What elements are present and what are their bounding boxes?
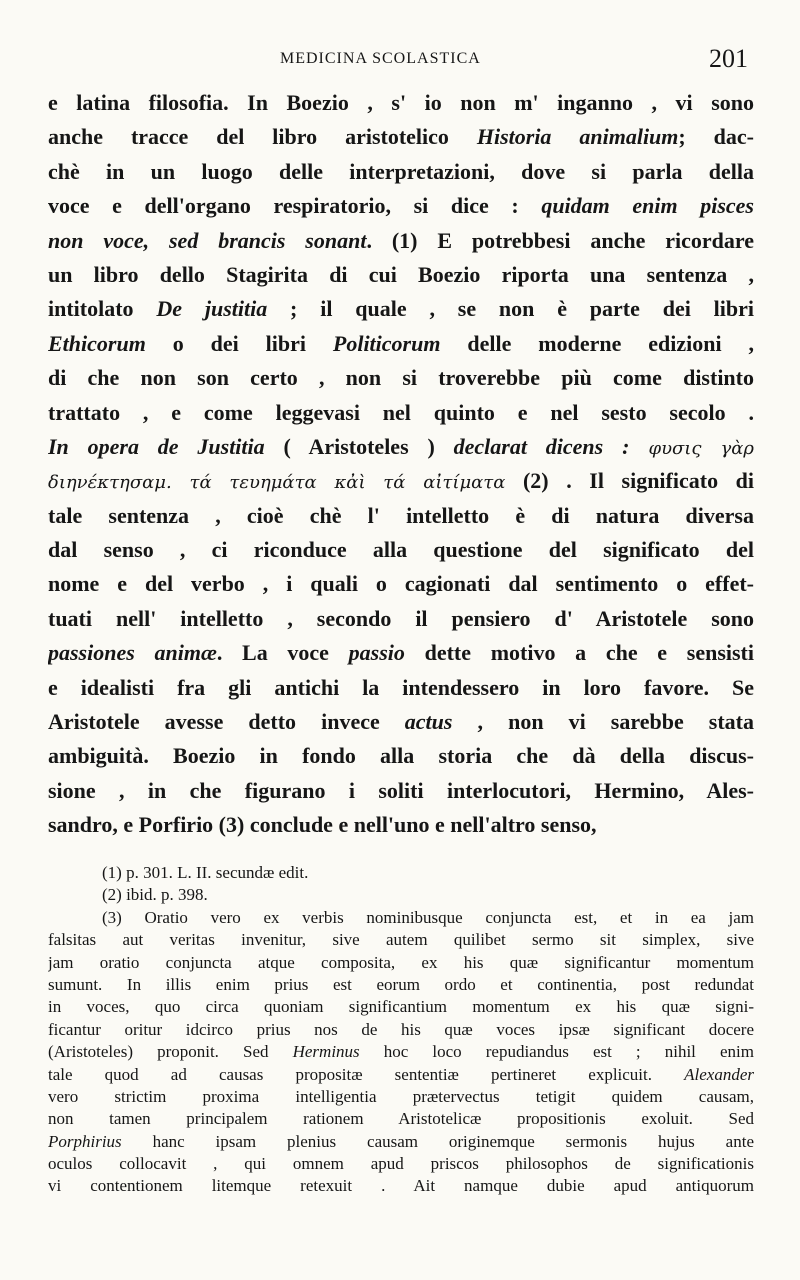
text-line: passiones animæ. La voce passio dette motivo a che e sensisti (48, 640, 754, 666)
text-line: διηνέκτησαμ. τά τευημάτα κἀὶ τά αἰτίματα (2) . Il significato di (48, 468, 754, 494)
footnote-line: in voces, quo circa quoniam significantium momentum ex his quæ signi- (48, 997, 754, 1017)
text-line: intitolato De justitia ; il quale , se non è parte dei libri (48, 296, 754, 322)
footnote-line: falsitas aut veritas invenitur, sive autem quilibet sermo sit simplex, sive (48, 930, 754, 950)
running-title: MEDICINA SCOLASTICA (280, 50, 481, 67)
footnote-3: (3) Oratio vero ex verbis nominibusque conjuncta est, et in ea jam (102, 907, 754, 927)
footnote-line: ficantur oritur idcirco prius nos de his quæ voces ipsæ significant docere (48, 1019, 754, 1039)
text-line: Aristotele avesse detto invece actus , non vi sarebbe stata (48, 709, 754, 735)
footnote-line: (Aristoteles) proponit. Sed Herminus hoc loco repudiandus est ; nihil enim (48, 1042, 754, 1062)
footnote-line: non tamen principalem rationem Aristotelicæ propositionis exoluit. Sed (48, 1109, 754, 1129)
greek-text: φυσις γὰρ (629, 437, 754, 459)
text-line: nome e del verbo , i quali o cagionati dal sentimento o effet- (48, 571, 754, 597)
text-line: sione , in che figurano i soliti interlocutori, Hermino, Ales- (48, 777, 754, 803)
text-line: In opera de Justitia ( Aristoteles ) declarat dicens : φυσις γὰρ (48, 433, 754, 459)
page-number: 201 (709, 44, 748, 73)
text-line: ambiguità. Boezio in fondo alla storia che dà della discus- (48, 743, 754, 769)
text-line: un libro dello Stagirita di cui Boezio riporta una sentenza , (48, 261, 754, 287)
text-line: e idealisti fra gli antichi la intendessero in loro favore. Se (48, 674, 754, 700)
text-line: sandro, e Porfirio (3) conclude e nell'uno e nell'altro senso, (48, 812, 597, 838)
text-line: Ethicorum o dei libri Politicorum delle moderne edizioni , (48, 330, 754, 356)
footnote-line: tale quod ad causas propositæ sententiæ pertineret explicuit. Alexander (48, 1064, 754, 1084)
main-text (48, 86, 754, 843)
footnote-line: oculos collocavit , qui omnem apud priscos philosophos de significationis (48, 1154, 754, 1174)
greek-text: διηνέκτησαμ. τά τευημάτα κἀὶ τά αἰτίματα (48, 472, 506, 494)
footnote-line: sumunt. In illis enim prius est eorum ordo et continentia, post redundat (48, 974, 754, 994)
footnote-2: (2) ibid. p. 398. (102, 885, 208, 905)
text-line: voce e dell'organo respiratorio, si dice : quidam enim pisces (48, 193, 754, 219)
text-line: trattato , e come leggevasi nel quinto e nel sesto secolo . (48, 399, 754, 425)
text-line: tale sentenza , cioè chè l' intelletto è di natura diversa (48, 502, 754, 528)
footnotes (48, 862, 754, 1198)
text-line: tuati nell' intelletto , secondo il pensiero d' Aristotele sono (48, 605, 754, 631)
text-line: dal senso , ci riconduce alla questione del significato del (48, 537, 754, 563)
page-header (0, 44, 800, 84)
text-line: anche tracce del libro aristotelico Historia animalium; dac- (48, 124, 754, 150)
text-line: chè in un luogo delle interpretazioni, dove si parla della (48, 158, 754, 184)
text-line: di che non son certo , non si troverebbe più come distinto (48, 365, 754, 391)
footnote-line: vero strictim proxima intelligentia prætervectus tetigit quidem causam, (48, 1086, 754, 1106)
footnote-line: jam oratio conjuncta atque composita, ex his quæ significantur momentum (48, 952, 754, 972)
footnote-line: vi contentionem litemque retexuit . Ait namque dubie apud antiquorum (48, 1176, 754, 1196)
text-line: non voce, sed brancis sonant. (1) E potrebbesi anche ricordare (48, 227, 754, 253)
footnote-line: Porphirius hanc ipsam plenius causam originemque sermonis hujus ante (48, 1131, 754, 1151)
text-line: e latina filosofia. In Boezio , s' io non m' inganno , vi sono (48, 90, 754, 115)
footnote-1: (1) p. 301. L. II. secundæ edit. (102, 863, 309, 882)
